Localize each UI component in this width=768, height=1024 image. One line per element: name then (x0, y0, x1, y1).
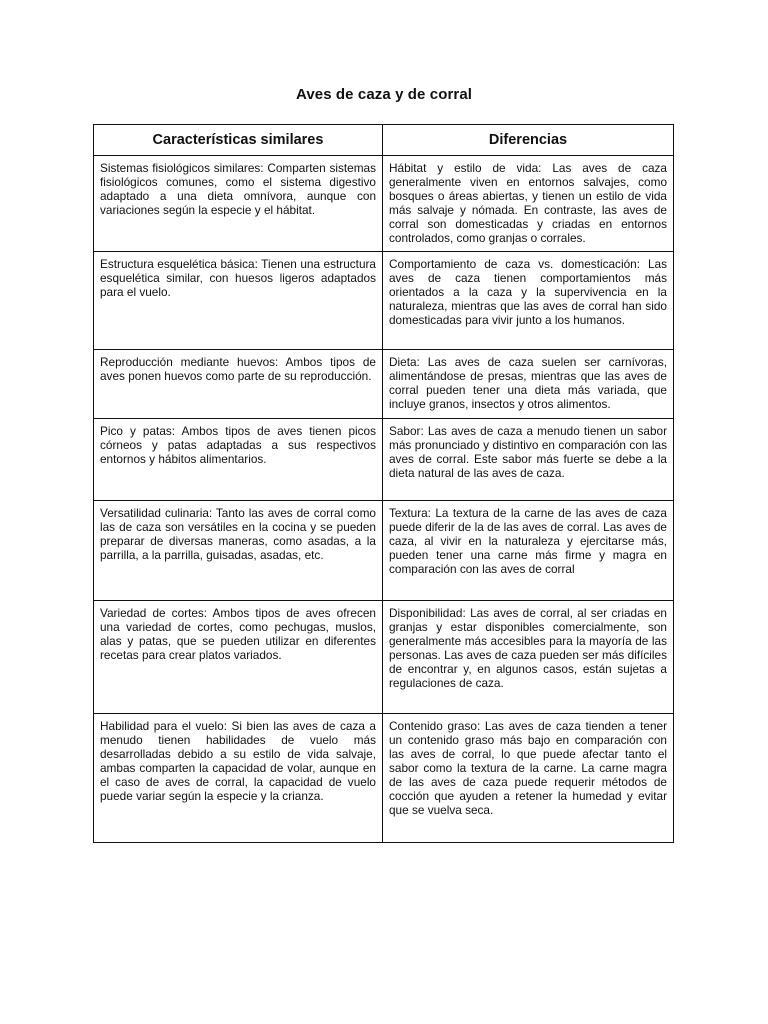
table-header-row (94, 125, 674, 156)
similar-text: Pico y patas: Ambos tipos de aves tienen picos córneos y patas adaptadas a sus respectivos entornos y hábitos alimentarios. (100, 424, 376, 466)
similar-text: Estructura esquelética básica: Tienen una estructura esquelética similar, con huesos ligeros adaptados para el vuelo. (100, 257, 376, 300)
similar-text: Sistemas fisiológicos similares: Comparten sistemas fisiológicos comunes, como el sistema digestivo adaptado a una dieta omnívora, aunque con variaciones según la especie y el hábitat. (100, 161, 376, 217)
difference-text: Dieta: Las aves de caza suelen ser carnívoras, alimentándose de presas, mientras que las aves de corral pueden tener una dieta más variada, que incluye granos, insectos y otros alimentos. (389, 355, 667, 412)
difference-text: Textura: La textura de la carne de las aves de caza puede diferir de la de las aves de corral. Las aves de caza, al vivir en la naturaleza y ejercitarse más, pueden tener una carne más firme y magra en comparación con las aves de corral (389, 506, 667, 576)
table-row (94, 156, 674, 252)
comparison-table (93, 124, 674, 843)
similar-cell (94, 419, 383, 501)
difference-cell (383, 714, 674, 843)
table-row (94, 419, 674, 501)
difference-text: Contenido graso: Las aves de caza tienden a tener un contenido graso más bajo en comparación con las aves de corral, lo que puede afectar tanto el sabor como la textura de la carne. La carne magra de las aves de caza puede requerir métodos de cocción que ayuden a retener la humedad y evitar que se vuelva seca. (389, 719, 667, 817)
similar-cell (94, 714, 383, 843)
difference-cell (383, 601, 674, 714)
difference-cell (383, 350, 674, 419)
similar-cell (94, 252, 383, 350)
table-row (94, 601, 674, 714)
table-header (94, 125, 674, 156)
document-title: Aves de caza y de corral (295, 86, 473, 103)
similar-cell (94, 350, 383, 419)
comparison-table-container (93, 124, 673, 843)
similar-text: Variedad de cortes: Ambos tipos de aves ofrecen una variedad de cortes, como pechugas, muslos, alas y patas, que se pueden utilizar en diferentes recetas para crear platos variados. (100, 606, 376, 662)
difference-text: Sabor: Las aves de caza a menudo tienen un sabor más pronunciado y distintivo en comparación con las aves de corral. Este sabor más fuerte se debe a la dieta natural de las aves de caza. (389, 424, 667, 480)
table-row (94, 714, 674, 843)
table-row (94, 252, 674, 350)
similar-text: Reproducción mediante huevos: Ambos tipos de aves ponen huevos como parte de su reproducción. (100, 355, 376, 384)
similar-text: Habilidad para el vuelo: Si bien las aves de caza a menudo tienen habilidades de vuelo más desarrolladas debido a su estilo de vida salvaje, ambas comparten la capacidad de volar, aunque en el caso de aves de corral, la capacidad de vuelo puede variar según la especie y la crianza. (100, 719, 376, 803)
difference-cell (383, 419, 674, 501)
similar-cell (94, 501, 383, 601)
table-row (94, 350, 674, 419)
similar-cell (94, 156, 383, 252)
table-row (94, 501, 674, 601)
difference-cell (383, 252, 674, 350)
similar-text: Versatilidad culinaria: Tanto las aves de corral como las de caza son versátiles en la cocina y se pueden preparar de diversas maneras, como asadas, a la parrilla, a la parrilla, guisadas, asadas, etc. (100, 506, 376, 562)
difference-text: Comportamiento de caza vs. domesticación: Las aves de caza tienen comportamientos más orientados a la caza y la supervivencia en la naturaleza, mientras que las aves de corral han sido domesticadas para vivir junto a los humanos. (389, 257, 667, 328)
table-body (94, 156, 674, 843)
difference-text: Disponibilidad: Las aves de corral, al ser criadas en granjas y estar disponibles comercialmente, son generalmente más accesibles para la mayoría de las personas. Las aves de caza pueden ser más difíciles de encontrar y, en algunos casos, están sujetas a regulaciones de caza. (389, 606, 667, 690)
difference-cell (383, 156, 674, 252)
header-differences: Diferencias (383, 125, 674, 156)
difference-cell (383, 501, 674, 601)
header-similar-characteristics: Características similares (94, 125, 383, 156)
similar-cell (94, 601, 383, 714)
difference-text: Hábitat y estilo de vida: Las aves de caza generalmente viven en entornos salvajes, como bosques o áreas abiertas, y tienen un estilo de vida más salvaje y nómada. En contraste, las aves de corral son domesticadas y criadas en entornos controlados, como granjas o corrales. (389, 161, 667, 245)
